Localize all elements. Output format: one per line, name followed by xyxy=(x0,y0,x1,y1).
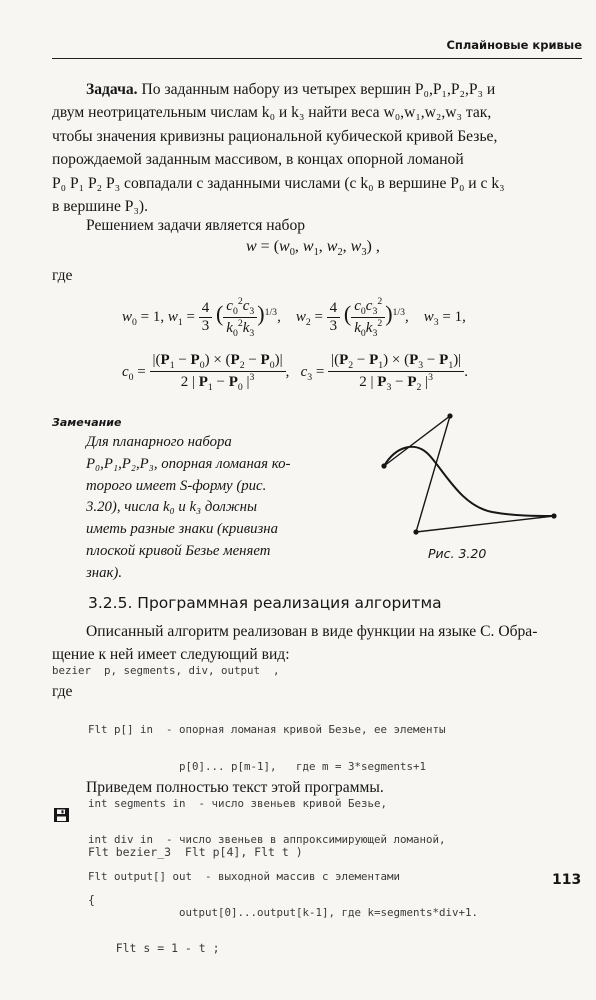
remark-line: Для планарного набора xyxy=(86,434,232,450)
running-title: Сплайновые кривые xyxy=(446,38,582,52)
task-label: Задача. xyxy=(86,81,138,98)
remark-line: 3.20), числа k₀ и k₃ должны xyxy=(86,499,257,516)
remark-line: плоской кривой Безье меняет xyxy=(86,542,271,559)
where-label: где xyxy=(52,267,73,284)
task-line-3: чтобы значения кривизны рациональной кубической кривой Безье, xyxy=(52,127,498,145)
page-number: 113 xyxy=(552,872,582,888)
param-line: Flt output[] out - выходной массив с элементами xyxy=(88,869,401,883)
body-paragraph xyxy=(52,620,584,667)
body-line-2: щение к ней имеет следующий вид: xyxy=(52,646,290,664)
vertex-p0 xyxy=(381,463,386,468)
task-line-1-text: По заданным набору из четырех вершин P₀,P₁,P₂,P₃ и xyxy=(141,81,496,98)
vertex-p2 xyxy=(413,529,418,534)
task-line-1 xyxy=(52,78,584,101)
param-line: Flt p[] in - опорная ломаная кривой Безье, ее элементы xyxy=(88,723,446,737)
code-line: { xyxy=(88,893,95,907)
vertex-p1 xyxy=(447,413,452,418)
floppy-disk-icon xyxy=(54,808,69,822)
param-line: int segments in - число звеньев кривой Безье, xyxy=(88,796,388,810)
param-line: int div in - число звеньев в аппроксимирующей ломаной, xyxy=(88,833,446,847)
code-line: Flt bezier_3 Flt p[4], Flt t ) xyxy=(88,845,303,859)
remark-line: торого имеет S-форму (рис. xyxy=(86,477,267,494)
remark-title: Замечание xyxy=(52,416,122,429)
task-line-5: P₀ P₁ P₂ P₃ совпадали с заданными числами (с k₀ в вершине P₀ и с k₃ xyxy=(52,174,505,192)
code-listing xyxy=(88,812,303,972)
task-line-6: в вершине P₃). xyxy=(52,198,148,216)
remark-body xyxy=(86,432,326,585)
section-title: 3.2.5. Программная реализация алгоритма xyxy=(88,594,442,612)
remark-line: P₀,P₁,P₂,P₃, опорная ломаная ко- xyxy=(86,455,291,472)
task-line-4: порождаемой заданным массивом, в концах опорной ломаной xyxy=(52,151,464,169)
remark-line: иметь разные знаки (кривизна xyxy=(86,521,279,538)
weights-set-formula: $w = (w_0$, $w_1$, $w_2$, $w_3$) , xyxy=(246,238,380,259)
figure-caption: Рис. 3.20 xyxy=(428,546,487,561)
task-paragraph xyxy=(52,78,584,218)
bezier-curve xyxy=(384,447,554,516)
curvature-formulas: $c_0$ = $\frac{|(P_1 - P_0) \times (P_2 - P_0)|}{2 | P_1 - P_0 |^3}$ , $c_3$ = $\frac{|(P_2 - P_1) \times (P_3 - P_1)|}{2 | P_3 - P_2 |^3}$ . xyxy=(122,352,468,393)
remark-line: знак). xyxy=(86,564,123,581)
solution-text: Решением задачи является набор xyxy=(86,217,306,234)
running-header xyxy=(52,38,582,59)
where-label-2: где xyxy=(52,683,73,700)
param-line: p[0]... p[m-1], где m = 3*segments+1 xyxy=(88,760,427,774)
param-line: output[0]...output[k-1], где k=segments*div+1. xyxy=(88,906,479,920)
code-line: Flt s = 1 - t ; xyxy=(88,941,220,955)
figure-s-shaped-polygon xyxy=(374,408,564,538)
vertex-p3 xyxy=(551,513,556,518)
listing-intro: Приведем полностью текст этой программы. xyxy=(86,779,384,796)
weight-formulas: $w_0 = 1$, $w_1$ = $\frac{4}{3}$ ( $\frac{c_0^2c_3}{k_0^2k_3}$ )$^{1/3}$, $w_2$ = $\frac{4}{3}$ ( $\frac{c_0c_3^2}{k_0k_3^2}$ )$^{1/3}$, $w_3 = 1$, xyxy=(122,296,466,339)
task-line-2: двум неотрицательным числам k₀ и k₃ найти веса w₀,w₁,w₂,w₃ так, xyxy=(52,104,492,122)
function-call: bezier p, segments, div, output , xyxy=(52,664,280,677)
body-line-1: Описанный алгоритм реализован в виде функции на языке С. Обра- xyxy=(86,623,538,640)
